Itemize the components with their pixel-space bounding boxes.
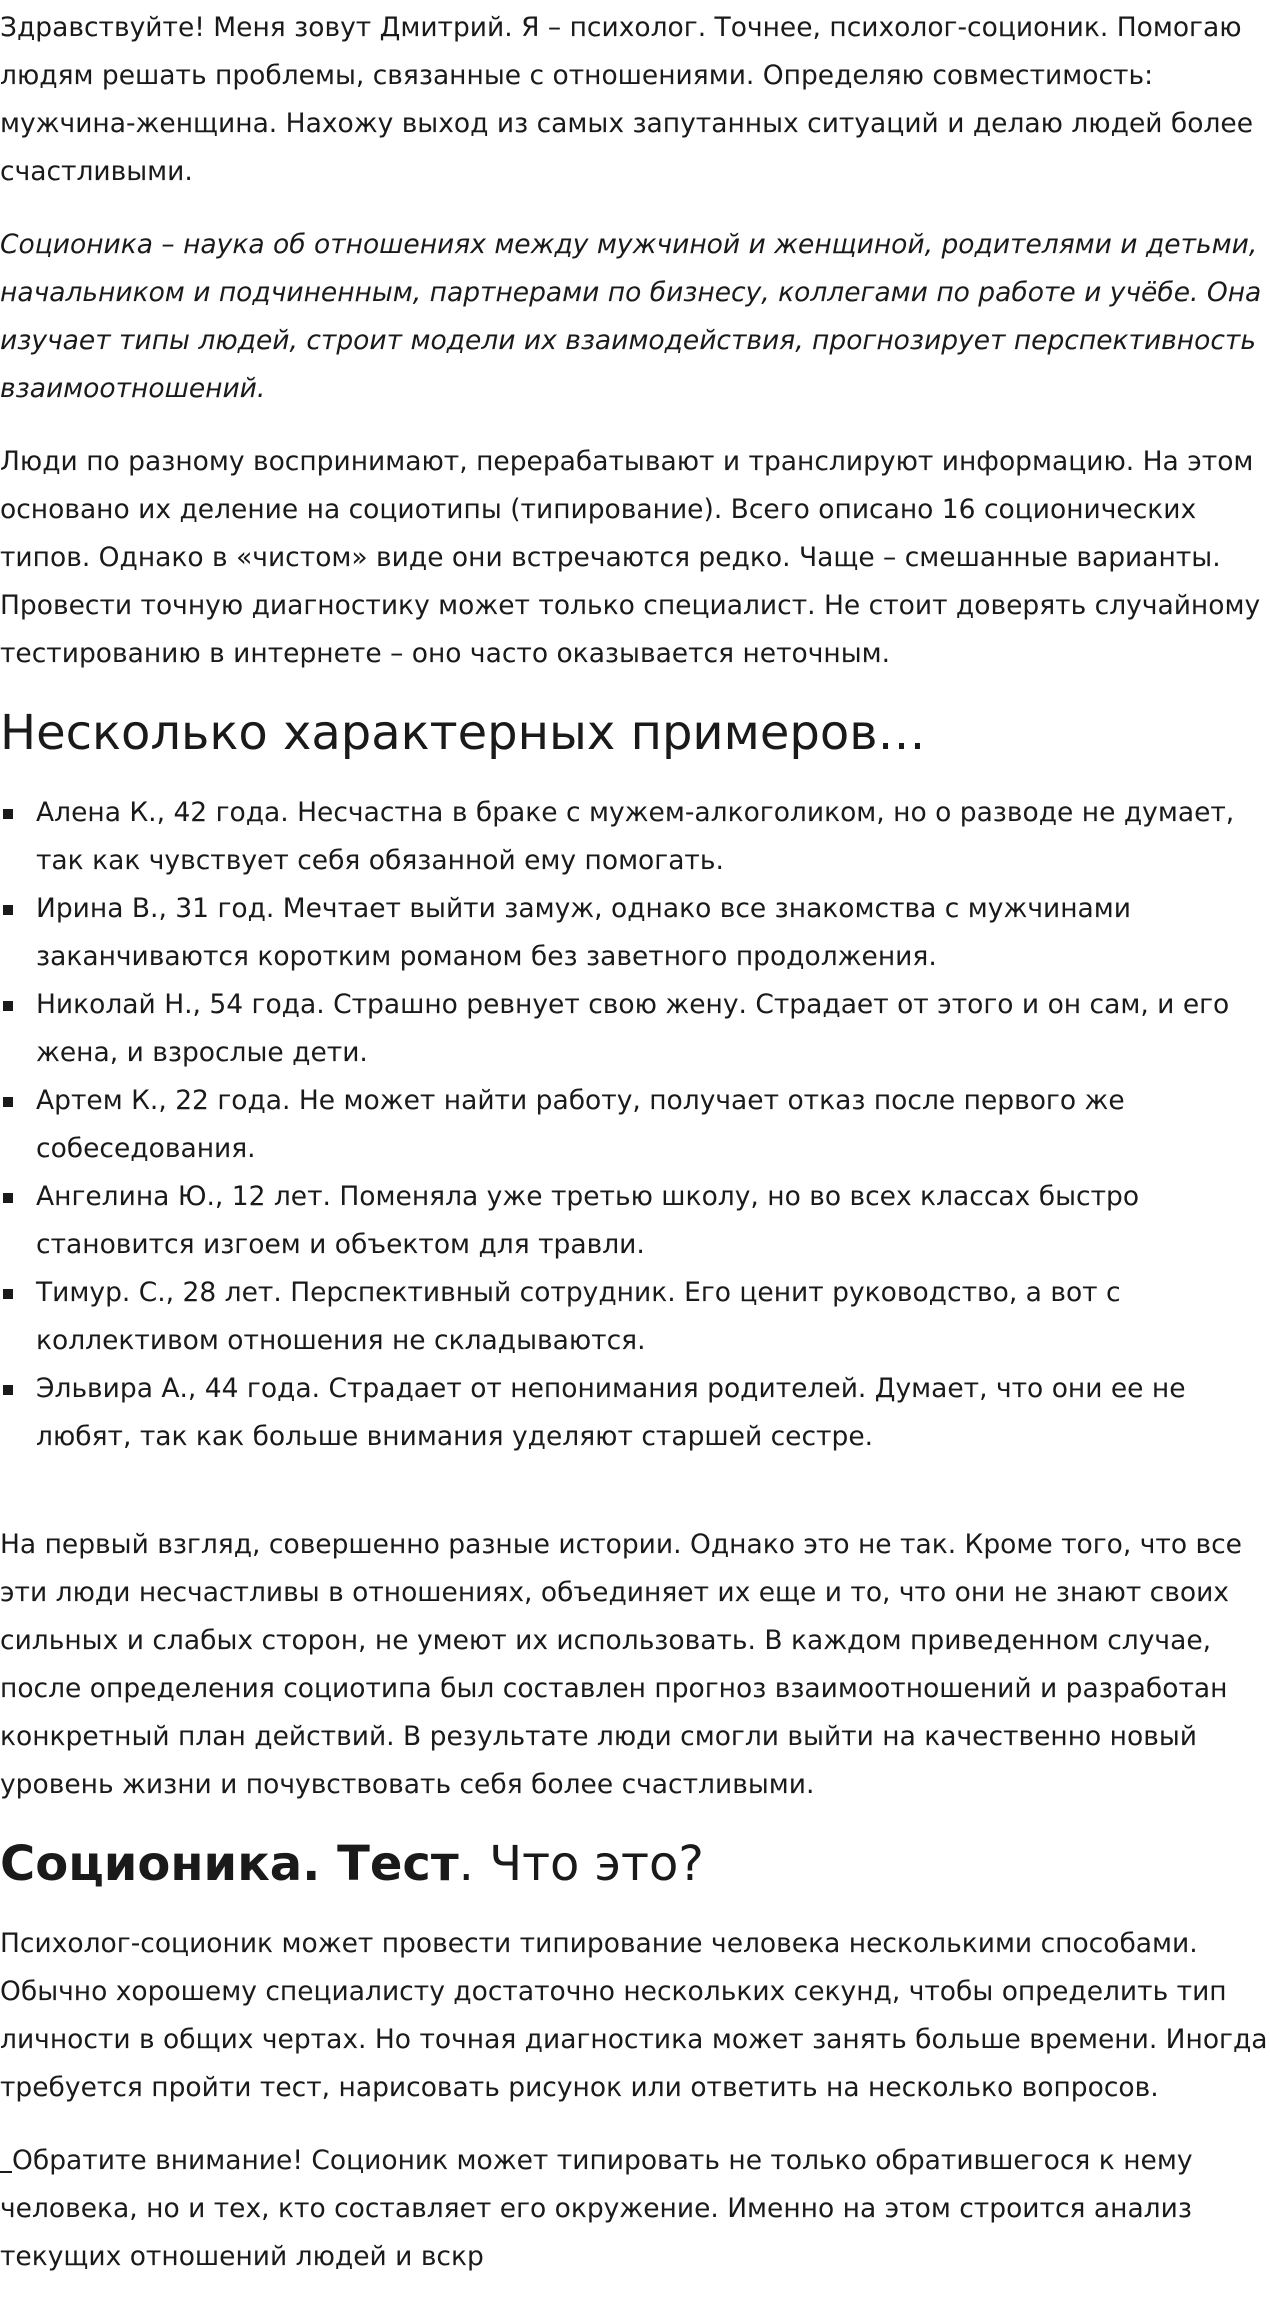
bullet-icon <box>3 1001 13 1011</box>
list-item-text: Ирина В., 31 год. Мечтает выйти замуж, однако все знакомства с мужчинами заканчиваются коротким романом без заветного продолжения. <box>36 893 1132 972</box>
typing-paragraph: Люди по разному воспринимают, перерабатывают и транслируют информацию. На этом основано их деление на социотипы (типирование). Всего описано 16 соционических типов. Однако в «чистом» виде они встречаются редко. Чаще – смешанные варианты. Провести точную диагностику может только специалист. Не стоит доверять случайному тестированию в интернете – оно часто оказывается неточным. <box>0 446 1261 669</box>
intro-paragraph: Здравствуйте! Меня зовут Дмитрий. Я – психолог. Точнее, психолог-соционик. Помогаю людям решать проблемы, связанные с отношениями. Определяю совместимость: мужчина-женщина. Нахожу выход из самых запутанных ситуаций и делаю людей более счастливыми. <box>0 12 1253 187</box>
list-item-text: Ангелина Ю., 12 лет. Поменяла уже третью школу, но во всех классах быстро становится изгоем и объектом для травли. <box>36 1181 1140 1260</box>
list-item-text: Эльвира А., 44 года. Страдает от непонимания родителей. Думает, что они ее не любят, так как больше внимания уделяют старшей сестре. <box>36 1373 1186 1452</box>
bullet-icon <box>3 1289 13 1299</box>
test-paragraph: Психолог-соционик может провести типирование человека несколькими способами. Обычно хорошему специалисту достаточно нескольких секунд, чтобы определить тип личности в общих чертах. Но точная диагностика может занять больше времени. Иногда требуется пройти тест, нарисовать рисунок или ответить на несколько вопросов. <box>0 1928 1268 2103</box>
note-paragraph <box>0 2137 1270 2281</box>
list-item <box>0 1269 1270 1365</box>
list-item <box>0 1077 1270 1173</box>
examples-list <box>0 789 1270 1461</box>
list-item-text: Тимур. С., 28 лет. Перспективный сотрудник. Его ценит руководство, а вот с коллективом отношения не складываются. <box>36 1277 1121 1356</box>
bullet-icon <box>3 1385 13 1395</box>
list-item <box>0 885 1270 981</box>
socionics-definition: Соционика – наука об отношениях между мужчиной и женщиной, родителями и детьми, начальником и подчиненным, партнерами по бизнесу, коллегами по работе и учёбе. Она изучает типы людей, строит модели их взаимодействия, прогнозирует перспективность взаимоотношений. <box>0 229 1262 404</box>
bullet-icon <box>3 809 13 819</box>
test-heading-rest: . Что это? <box>458 1836 704 1892</box>
examples-heading: Несколько характерных примеров… <box>0 705 926 761</box>
note-marker-icon <box>0 2171 12 2173</box>
test-heading <box>0 1834 1270 1894</box>
list-item-text: Николай Н., 54 года. Страшно ревнует свою жену. Страдает от этого и он сам, и его жена, и взрослые дети. <box>36 989 1230 1068</box>
list-item <box>0 981 1270 1077</box>
list-item <box>0 789 1270 885</box>
bullet-icon <box>3 1097 13 1107</box>
note-text: Обратите внимание! Соционик может типировать не только обратившегося к нему человека, но и тех, кто составляет его окружение. Именно на этом строится анализ текущих отношений людей и вскр <box>0 2145 1193 2272</box>
test-heading-bold: Соционика. Тест <box>0 1836 459 1892</box>
list-item <box>0 1173 1270 1269</box>
list-item-text: Алена К., 42 года. Несчастна в браке с мужем-алкоголиком, но о разводе не думает, так как чувствует себя обязанной ему помогать. <box>36 797 1235 876</box>
bullet-icon <box>3 905 13 915</box>
list-item <box>0 1365 1270 1461</box>
conclusion-paragraph: На первый взгляд, совершенно разные истории. Однако это не так. Кроме того, что все эти люди несчастливы в отношениях, объединяет их еще и то, что они не знают своих сильных и слабых сторон, не умеют их использовать. В каждом приведенном случае, после определения социотипа был составлен прогноз взаимоотношений и разработан конкретный план действий. В результате люди смогли выйти на качественно новый уровень жизни и почувствовать себя более счастливыми. <box>0 1529 1242 1800</box>
bullet-icon <box>3 1193 13 1203</box>
list-item-text: Артем К., 22 года. Не может найти работу, получает отказ после первого же собеседования. <box>36 1085 1125 1164</box>
